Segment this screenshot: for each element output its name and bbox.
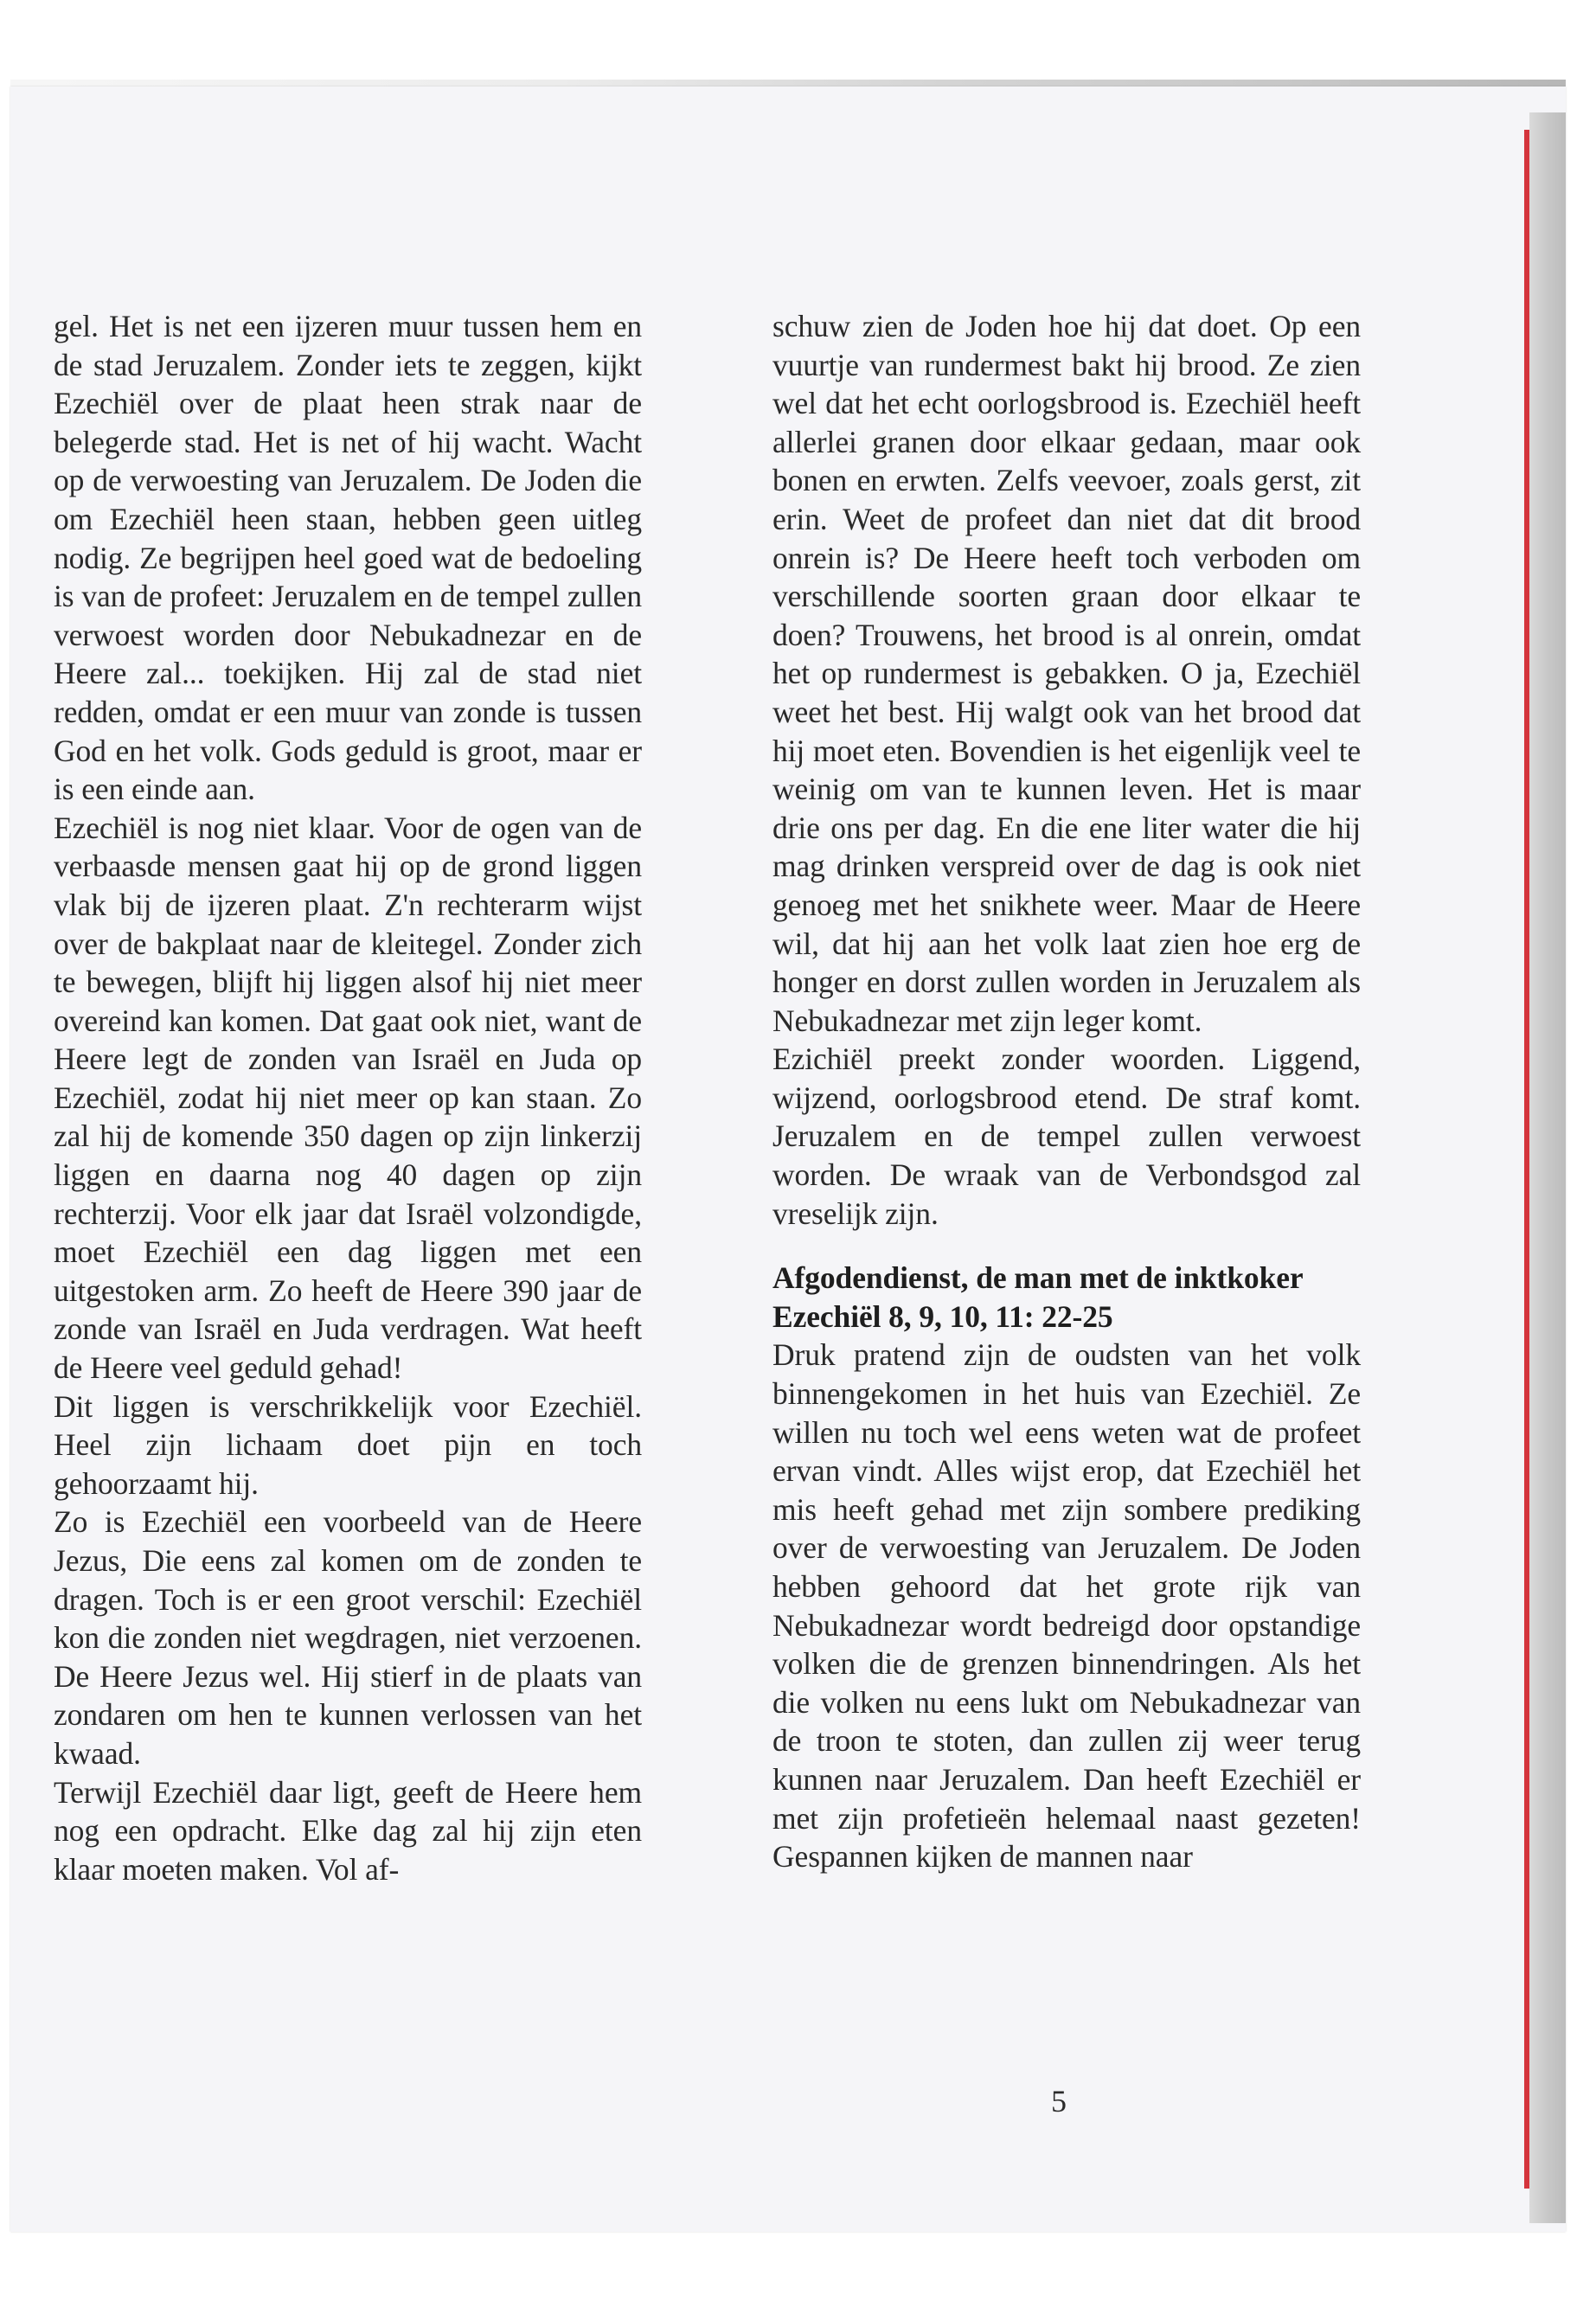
paragraph: Dit liggen is verschrikkelijk voor Ezechiël. Heel zijn lichaam doet pijn en toch gehoorzaamt hij. <box>54 1388 642 1501</box>
paragraph: gel. Het is net een ijzeren muur tussen hem en de stad Jeruzalem. Zonder iets te zeggen, kijkt Ezechiël over de plaat heen strak naar de belegerde stad. Het is net of hij wacht. Wacht op de verwoesting van Jeruzalem. De Joden die om Ezechiël heen staan, hebben geen uitleg nodig. Ze begrijpen heel goed wat de bedoeling is van de profeet: Jeruzalem en de tempel zullen verwoest worden door Nebukadnezar en de Heere zal... toekijken. Hij zal de stad niet redden, omdat er een muur van zonde is tussen God en het volk. Gods geduld is groot, maar er is een einde aan. <box>54 309 642 807</box>
paragraph: Terwijl Ezechiël daar ligt, geeft de Heere hem nog een opdracht. Elke dag zal hij zijn eten klaar moeten maken. Vol af- <box>54 1774 642 1887</box>
right-text-column <box>772 307 1361 1876</box>
paragraph: Zo is Ezechiël een voorbeeld van de Heere Jezus, Die eens zal komen om de zonden te dragen. Toch is er een groot verschil: Ezechiël kon die zonden niet wegdragen, niet verzoenen. De Heere Jezus wel. Hij stierf in de plaats van zondaren om hen te kunnen verlossen van het kwaad. <box>54 1504 642 1771</box>
page-number: 5 <box>1051 2084 1067 2118</box>
section-heading-reference: Ezechiël 8, 9, 10, 11: 22-25 <box>772 1298 1113 1334</box>
section-gap <box>772 1233 1361 1259</box>
section-heading: Afgodendienst, de man met de inktkoker <box>772 1260 1304 1296</box>
paragraph: Ezechiël is nog niet klaar. Voor de ogen van de verbaasde mensen gaat hij op de grond liggen vlak bij de ijzeren plaat. Z'n rechterarm wijst over de bakplaat naar de kleitegel. Zonder zich te bewegen, blijft hij liggen alsof hij niet meer overeind kan komen. Dat gaat ook niet, want de Heere legt de zonden van Israël en Juda op Ezechiël, zodat hij niet meer op kan staan. Zo zal hij de komende 350 dagen op zijn linkerzij liggen en daarna nog 40 dagen op zijn rechterzij. Voor elk jaar dat Israël volzondigde, moet Ezechiël een dag liggen met een uitgestoken arm. Zo heeft de Heere 390 jaar de zonde van Israël en Juda verdragen. Wat heeft de Heere veel geduld gehad! <box>54 810 642 1386</box>
paragraph: schuw zien de Joden hoe hij dat doet. Op een vuurtje van rundermest bakt hij brood. Ze zien wel dat het echt oorlogsbrood is. Ezechiël heeft allerlei granen door elkaar gedaan, maar ook bonen en erwten. Zelfs veevoer, zoals gerst, zit erin. Weet de profeet dan niet dat dit brood onrein is? De Heere heeft toch verboden om verschillende soorten graan door elkaar te doen? Trouwens, het brood is al onrein, omdat het op rundermest is gebakken. O ja, Ezechiël weet het best. Hij walgt ook van het brood dat hij moet eten. Bovendien is het eigenlijk veel te weinig om van te kunnen leven. Het is maar drie ons per dag. En die ene liter water die hij mag drinken verspreid over de dag is ook niet genoeg met het snikhete weer. Maar de Heere wil, dat hij aan het volk laat zien hoe erg de honger en dorst zullen worden in Jeruzalem als Nebukadnezar met zijn leger komt. <box>772 309 1361 1038</box>
left-text-column <box>54 307 642 1888</box>
paragraph: Ezichiël preekt zonder woorden. Liggend, wijzend, oorlogsbrood etend. De straf komt. Jeruzalem en de tempel zullen verwoest worden. De wraak van de Verbondsgod zal vreselijk zijn. <box>772 1042 1361 1231</box>
book-binding-cover-edge <box>1529 112 1566 2223</box>
paragraph: Druk pratend zijn de oudsten van het volk binnengekomen in het huis van Ezechiël. Ze willen nu toch wel eens weten wat de profeet ervan vindt. Alles wijst erop, dat Ezechiël het mis heeft gehad met zijn sombere prediking over de verwoesting van Jeruzalem. De Joden hebben gehoord dat het grote rijk van Nebukadnezar wordt bedreigd door opstandige volken die de grenzen binnendringen. Als het die volken nu eens lukt om Nebukadnezar van de troon te stoten, dan zullen zij weer terug kunnen naar Jeruzalem. Dan heeft Ezechiël er met zijn profetieën helemaal naast gezeten! Gespannen kijken de mannen naar <box>772 1337 1361 1875</box>
